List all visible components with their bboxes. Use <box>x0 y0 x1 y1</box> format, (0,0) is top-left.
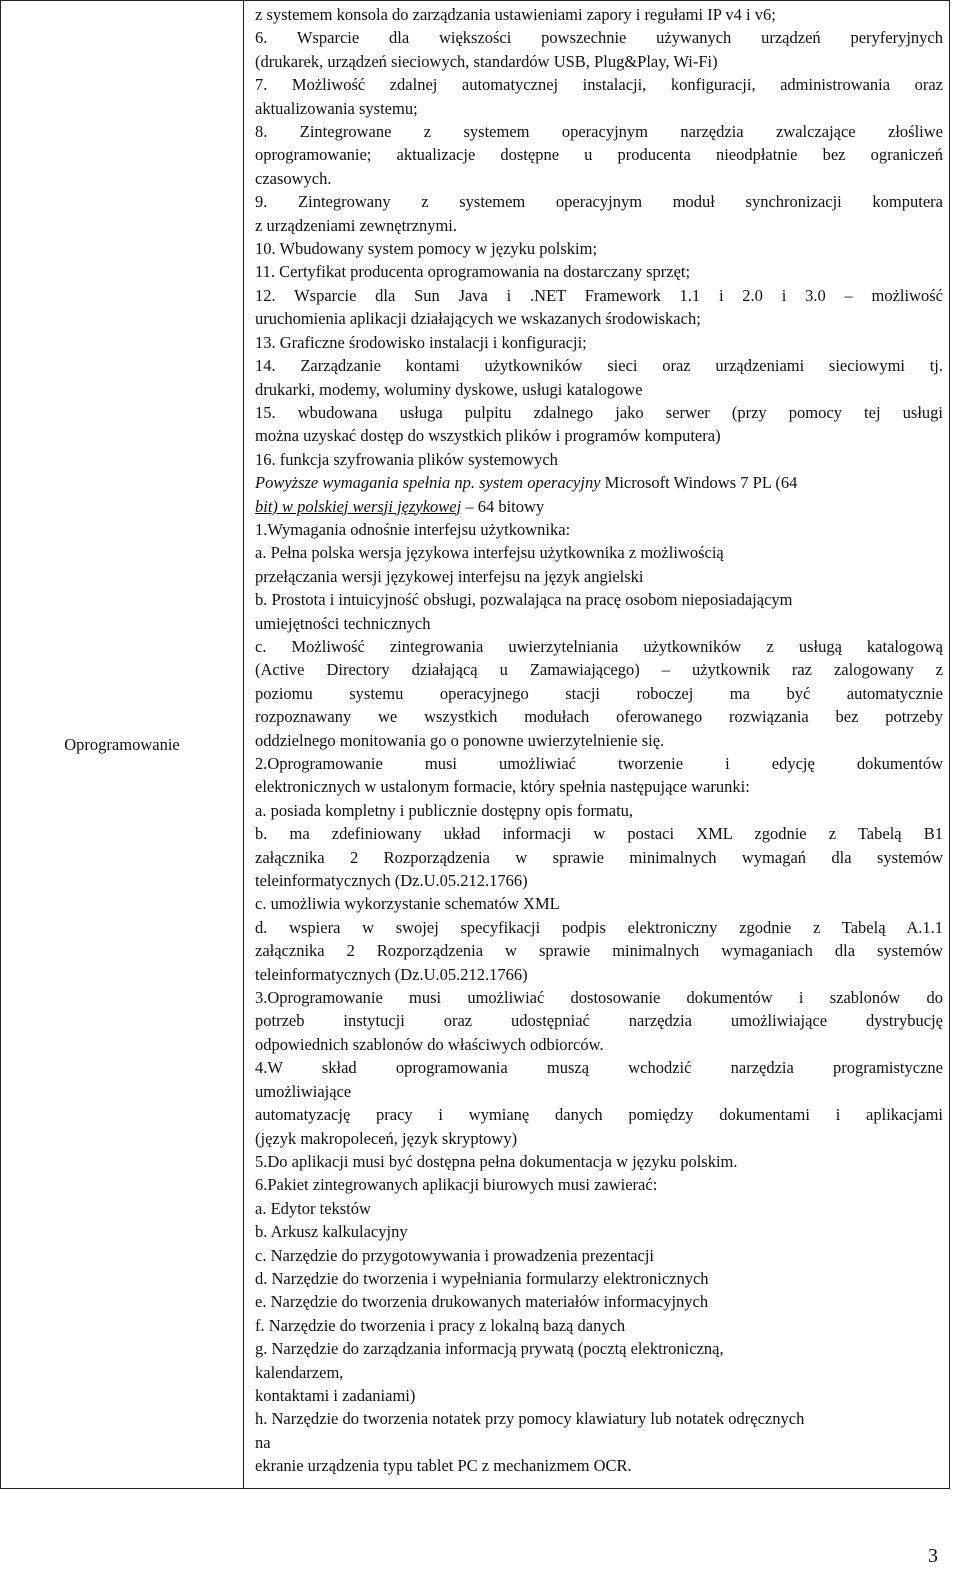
text-line: uruchomienia aplikacji działających we wskazanych środowiskach; <box>255 309 701 329</box>
text-line: a. Edytor tekstów <box>255 1198 371 1218</box>
category-cell <box>1 1 244 1489</box>
text-line: (drukarek, urządzeń sieciowych, standardów USB, Plug&Play, Wi-Fi) <box>255 51 718 71</box>
text-line: (język makropoleceń, język skryptowy) <box>255 1128 518 1148</box>
text-line: umiejętności technicznych <box>255 613 431 633</box>
text-line: 3.Oprogramowanie musi umożliwiać dostosowanie dokumentów i szablonów do <box>255 988 943 1008</box>
text-line: 8. Zintegrowane z systemem operacyjnym narzędzia zwalczające złośliwe <box>255 122 943 142</box>
text-line: 1.Wymagania odnośnie interfejsu użytkownika: <box>255 519 571 539</box>
text-line: można uzyskać dostęp do wszystkich plików i programów komputera) <box>255 426 721 446</box>
text-line: a. posiada kompletny i publicznie dostępny opis formatu, <box>255 800 634 820</box>
text-line: automatyzację pracy i wymianę danych pomiędzy dokumentami i aplikacjami <box>255 1105 943 1125</box>
text-line: e. Narzędzie do tworzenia drukowanych materiałów informacyjnych <box>255 1292 709 1312</box>
text-line: 9. Zintegrowany z systemem operacyjnym moduł synchronizacji komputera <box>255 192 943 212</box>
summary-note <box>255 471 943 518</box>
text-line: z systemem konsola do zarządzania ustawieniami zapory i regułami IP v4 i v6; <box>255 5 776 24</box>
text-line: na <box>255 1432 271 1452</box>
text-line: c. Narzędzie do przygotowywania i prowadzenia prezentacji <box>255 1245 655 1265</box>
text-line: poziomu systemu operacyjnego stacji roboczej ma być automatycznie <box>255 683 943 703</box>
content-cell <box>244 1 950 1489</box>
requirements-block-bottom <box>255 518 943 1478</box>
text-line: załącznika 2 Rozporządzenia w sprawie minimalnych wymagań dla systemów <box>255 847 943 867</box>
summary-line-2 <box>255 495 943 518</box>
text-line: 2.Oprogramowanie musi umożliwiać tworzenie i edycję dokumentów <box>255 754 943 773</box>
text-line: 12. Wsparcie dla Sun Java i .NET Framework 1.1 i 2.0 i 3.0 – możliwość <box>255 285 943 305</box>
text-line: kontaktami i zadaniami) <box>255 1385 416 1405</box>
text-line: 6. Wsparcie dla większości powszechnie używanych urządzeń peryferyjnych <box>255 28 943 48</box>
text-line: b. Prostota i intuicyjność obsługi, pozwalająca na pracę osobom nieposiadającym <box>255 590 793 610</box>
requirements-block-top <box>255 3 943 471</box>
text-line: 4.W skład oprogramowania muszą wchodzić narzędzia programistyczne <box>255 1058 943 1078</box>
text-line: b. Arkusz kalkulacyjny <box>255 1222 408 1242</box>
text-line: potrzeb instytucji oraz udostępniać narzędzia umożliwiające dystrybucję <box>255 1011 943 1031</box>
text-line: 6.Pakiet zintegrowanych aplikacji biurowych musi zawierać: <box>255 1175 658 1195</box>
text-line: ekranie urządzenia typu tablet PC z mechanizmem OCR. <box>255 1456 632 1476</box>
summary-arch: – 64 bitowy <box>461 496 545 516</box>
text-line: 13. Graficzne środowisko instalacji i konfiguracji; <box>255 332 587 352</box>
text-line: 10. Wbudowany system pomocy w języku polskim; <box>255 239 598 259</box>
text-line: teleinformatycznych (Dz.U.05.212.1766) <box>255 871 528 891</box>
category-label: Oprogramowanie <box>64 734 180 754</box>
text-line: g. Narzędzie do zarządzania informacją prywatą (pocztą elektroniczną, <box>255 1339 724 1359</box>
text-line: (Active Directory działającą u Zamawiającego) – użytkownik raz zalogowany z <box>255 660 943 680</box>
text-line: czasowych. <box>255 168 332 188</box>
text-line: 14. Zarządzanie kontami użytkowników sieci oraz urządzeniami sieciowymi tj. <box>255 356 943 376</box>
text-line: przełączania wersji językowej interfejsu na język angielski <box>255 566 644 586</box>
text-line: umożliwiające <box>255 1081 352 1101</box>
text-line: aktualizowania systemu; <box>255 98 418 118</box>
text-line: odpowiednich szablonów do właściwych odbiorców. <box>255 1034 604 1054</box>
text-line: kalendarzem, <box>255 1362 344 1382</box>
summary-line-1 <box>255 471 943 494</box>
text-line: elektronicznych w ustalonym formacie, który spełnia następujące warunki: <box>255 777 750 797</box>
text-line: h. Narzędzie do tworzenia notatek przy pomocy klawiatury lub notatek odręcznych <box>255 1409 805 1429</box>
text-line: f. Narzędzie do tworzenia i pracy z lokalną bazą danych <box>255 1315 626 1335</box>
text-line: z urządzeniami zewnętrznymi. <box>255 215 458 235</box>
text-line: załącznika 2 Rozporządzenia w sprawie minimalnych wymaganiach dla systemów <box>255 941 943 961</box>
text-line: c. Możliwość zintegrowania uwierzytelniania użytkowników z usługą katalogową <box>255 636 943 656</box>
text-line: d. wspiera w swojej specyfikacji podpis elektroniczny zgodnie z Tabelą A.1.1 <box>255 917 943 937</box>
text-line: b. ma zdefiniowany układ informacji w postaci XML zgodnie z Tabelą B1 <box>255 824 943 844</box>
text-line: 5.Do aplikacji musi być dostępna pełna dokumentacja w języku polskim. <box>255 1151 738 1171</box>
text-line: 15. wbudowana usługa pulpitu zdalnego jako serwer (przy pomocy tej usługi <box>255 402 943 422</box>
summary-product: Microsoft Windows 7 PL (64 <box>600 473 798 493</box>
page-number: 3 <box>928 1545 938 1567</box>
text-line: 16. funkcja szyfrowania plików systemowych <box>255 449 558 469</box>
summary-version: bit) w polskiej wersji językowej <box>255 496 462 516</box>
text-line: teleinformatycznych (Dz.U.05.212.1766) <box>255 964 528 984</box>
text-line: c. umożliwia wykorzystanie schematów XML <box>255 894 560 914</box>
text-line: rozpoznawany we wszystkich modułach oferowanego rozwiązania bez potrzeby <box>255 707 943 727</box>
table-row <box>1 1 950 1489</box>
text-line: oprogramowanie; aktualizacje dostępne u producenta nieodpłatnie bez ograniczeń <box>255 145 943 165</box>
text-line: drukarki, modemy, woluminy dyskowe, usługi katalogowe <box>255 379 643 399</box>
text-line: 7. Możliwość zdalnej automatycznej instalacji, konfiguracji, administrowania oraz <box>255 75 943 95</box>
text-line: 11. Certyfikat producenta oprogramowania na dostarczany sprzęt; <box>255 262 691 282</box>
text-line: a. Pełna polska wersja językowa interfejsu użytkownika z możliwością <box>255 543 724 563</box>
summary-italic: Powyższe wymagania spełnia np. system operacyjny <box>255 473 601 493</box>
text-line: d. Narzędzie do tworzenia i wypełniania formularzy elektronicznych <box>255 1268 709 1288</box>
text-line: oddzielnego monitowania go o ponowne uwierzytelnienie się. <box>255 730 665 750</box>
